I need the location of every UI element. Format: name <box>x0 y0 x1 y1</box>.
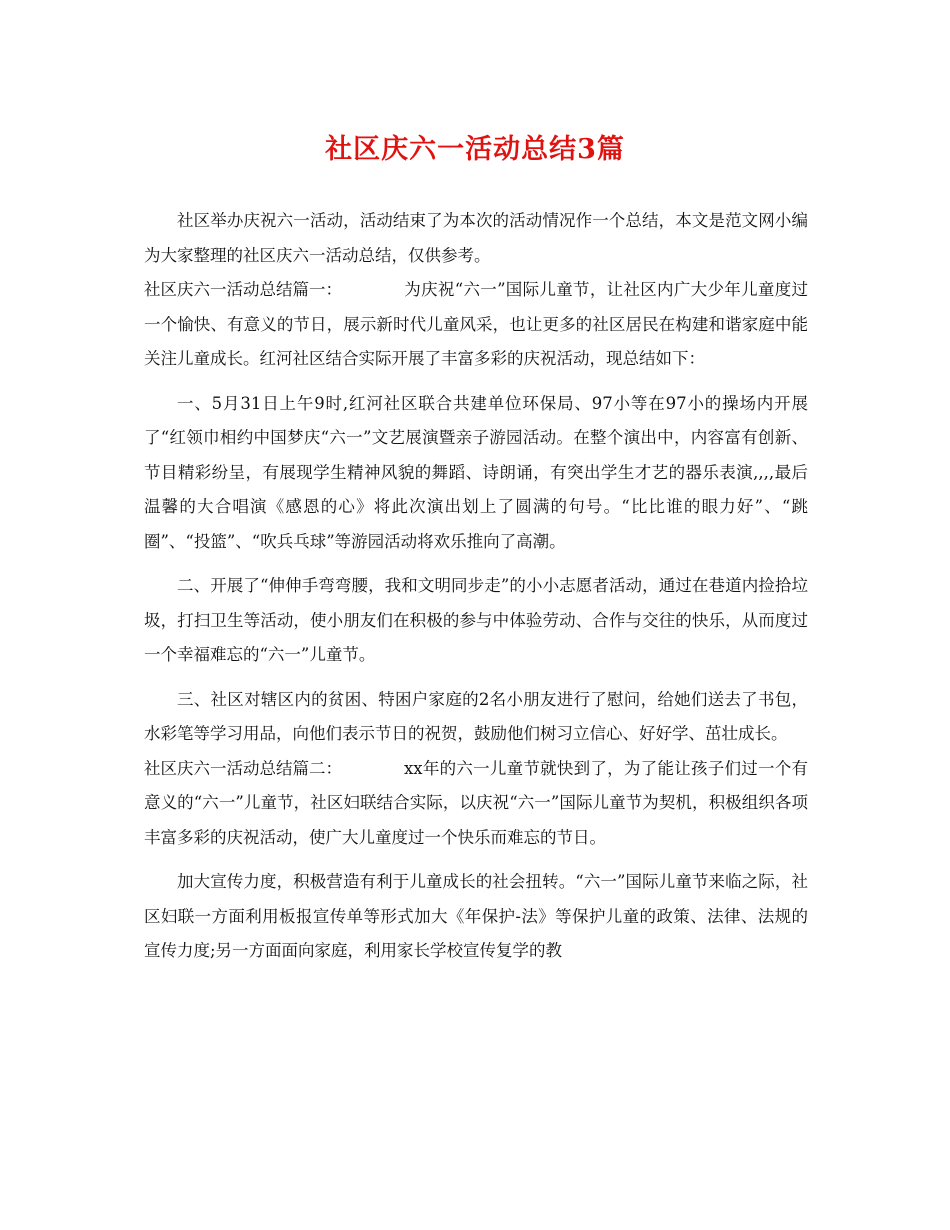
section-1-heading: 社区庆六一活动总结篇一： <box>144 280 342 299</box>
intro-paragraph: 社区举办庆祝六一活动，活动结束了为本次的活动情况作一个总结，本文是范文网小编为大家整理的社区庆六一活动总结，仅供参考。 <box>144 211 808 265</box>
section-2-lead: xx年的六一儿童节就快到了，为了能让孩子们过一个有意义的“六一”儿童节，社区妇联结合实际，以庆祝“六一”国际儿童节为契机，积极组织各项丰富多彩的庆祝活动，使广大儿童度过一个快乐而难忘的节日。 <box>144 758 808 847</box>
document-body <box>144 204 808 969</box>
section-1-item-1: 一、5月31日上午9时,红河社区联合共建单位环保局、97小等在97小的操场内开展了“红领巾相约中国梦庆“六一”文艺展演暨亲子游园活动。在整个演出中，内容富有创新、节目精彩纷呈，有展现学生精神风貌的舞蹈、诗朗诵，有突出学生才艺的器乐表演,,,,最后温馨的大合唱演《感恩的心》将此次演出划上了圆满的句号。“比比谁的眼力好”、“跳圈”、“投篮”、“吹兵乓球”等游园活动将欢乐推向了高潮。 <box>144 393 808 551</box>
section-1-paragraph <box>144 273 808 377</box>
section-1-lead: 为庆祝“六一”国际儿童节，让社区内广大少年儿童度过一个愉快、有意义的节日，展示新时代儿童风采，也让更多的社区居民在构建和谐家庭中能关注儿童成长。红河社区结合实际开展了丰富多彩的庆祝活动，现总结如下： <box>144 280 808 368</box>
document-title: 社区庆六一活动总结3篇 <box>325 134 625 165</box>
section-1-item-2: 二、开展了“伸伸手弯弯腰，我和文明同步走”的小小志愿者活动，通过在巷道内捡拾垃圾，打扫卫生等活动，使小朋友们在积极的参与中体验劳动、合作与交往的快乐，从而度过一个幸福难忘的“六一”儿童节。 <box>144 576 808 664</box>
section-2-heading: 社区庆六一活动总结篇二： <box>144 758 342 778</box>
section-2-paragraph <box>144 752 808 856</box>
section-1-item-3: 三、社区对辖区内的贫困、特困户家庭的2名小朋友进行了慰问，给她们送去了书包，水彩笔等学习用品，向他们表示节日的祝贺，鼓励他们树习立信心、好好学、茁壮成长。 <box>144 689 808 743</box>
section-2-paragraph-1: 加大宣传力度，积极营造有利于儿童成长的社会扭转。“六一”国际儿童节来临之际，社区妇联一方面利用板报宣传单等形式加大《年保护-法》等保护儿童的政策、法律、法规的宣传力度;另一方面面向家庭，利用家长学校宣传复学的教 <box>144 872 808 960</box>
